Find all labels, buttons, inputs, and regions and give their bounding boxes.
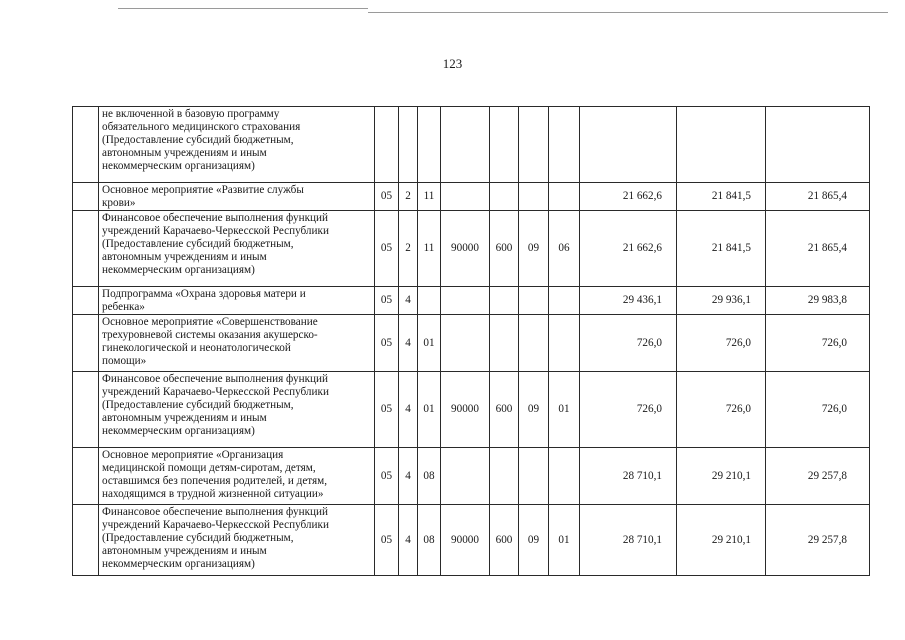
code-subchapter-cell <box>549 183 580 211</box>
row-number-cell <box>73 183 99 211</box>
code-section-cell: 05 <box>375 183 399 211</box>
code-section-cell <box>375 107 399 183</box>
amount-year-1-cell: 29 436,1 <box>580 287 677 315</box>
row-number-cell <box>73 287 99 315</box>
code-event-cell: 11 <box>418 183 441 211</box>
code-chapter-cell <box>519 183 549 211</box>
amount-year-2-cell: 21 841,5 <box>677 211 766 287</box>
code-chapter-cell <box>519 107 549 183</box>
code-event-cell <box>418 107 441 183</box>
amount-year-3-cell: 21 865,4 <box>766 211 870 287</box>
amount-year-1-cell: 726,0 <box>580 372 677 448</box>
description-line: обязательного медицинского страхования <box>102 121 301 133</box>
code-chapter-cell <box>519 448 549 505</box>
amount-year-3-cell: 726,0 <box>766 372 870 448</box>
description-line: автономным учреждениям и иным <box>102 147 267 159</box>
row-number-cell <box>73 315 99 372</box>
table-row <box>73 107 870 183</box>
description-line: медицинской помощи детям-сиротам, детям, <box>102 462 316 474</box>
description-line: (Предоставление субсидий бюджетным, <box>102 134 294 146</box>
code-expense-type-cell <box>490 315 519 372</box>
description-cell <box>99 448 375 505</box>
code-subchapter-cell: 01 <box>549 505 580 576</box>
description-line: учреждений Карачаево-Черкесской Республики <box>102 225 329 237</box>
description-line: некоммерческим организациям) <box>102 160 255 172</box>
code-event-cell: 08 <box>418 448 441 505</box>
description-cell <box>99 107 375 183</box>
code-event-cell: 11 <box>418 211 441 287</box>
code-direction-cell: 90000 <box>441 211 490 287</box>
amount-year-1-cell: 28 710,1 <box>580 448 677 505</box>
amount-year-3-cell: 29 257,8 <box>766 505 870 576</box>
code-event-cell: 01 <box>418 372 441 448</box>
amount-year-3-cell: 29 983,8 <box>766 287 870 315</box>
description-line: некоммерческим организациям) <box>102 425 255 437</box>
description-line: автономным учреждениям и иным <box>102 412 267 424</box>
row-number-cell <box>73 505 99 576</box>
description-line: Основное мероприятие «Совершенствование <box>102 316 318 328</box>
description-line: учреждений Карачаево-Черкесской Республики <box>102 386 329 398</box>
description-line: учреждений Карачаево-Черкесской Республики <box>102 519 329 531</box>
code-direction-cell <box>441 315 490 372</box>
description-line: гинекологической и неонатологической <box>102 342 291 354</box>
code-expense-type-cell <box>490 287 519 315</box>
code-section-cell: 05 <box>375 287 399 315</box>
amount-year-1-cell: 726,0 <box>580 315 677 372</box>
amount-year-1-cell: 21 662,6 <box>580 183 677 211</box>
amount-year-3-cell: 29 257,8 <box>766 448 870 505</box>
code-expense-type-cell: 600 <box>490 505 519 576</box>
code-expense-type-cell: 600 <box>490 372 519 448</box>
code-expense-type-cell: 600 <box>490 211 519 287</box>
code-chapter-cell <box>519 287 549 315</box>
description-line: трехуровневой системы оказания акушерско- <box>102 329 318 341</box>
budget-table <box>72 106 870 576</box>
description-line: находящимся в трудной жизненной ситуации» <box>102 488 324 500</box>
table-row <box>73 211 870 287</box>
code-section-cell: 05 <box>375 448 399 505</box>
code-section-cell: 05 <box>375 372 399 448</box>
scan-artifact-line-left <box>118 8 368 9</box>
description-line: (Предоставление субсидий бюджетным, <box>102 238 294 250</box>
code-subsection-cell: 4 <box>399 315 418 372</box>
amount-year-2-cell: 29 210,1 <box>677 505 766 576</box>
amount-year-2-cell: 29 210,1 <box>677 448 766 505</box>
description-line: Финансовое обеспечение выполнения функций <box>102 373 329 385</box>
description-line: Основное мероприятие «Развитие службы <box>102 184 304 196</box>
description-line: помощи» <box>102 355 147 367</box>
code-section-cell: 05 <box>375 315 399 372</box>
code-subsection-cell: 2 <box>399 211 418 287</box>
row-number-cell <box>73 211 99 287</box>
description-line: автономным учреждениям и иным <box>102 545 267 557</box>
table-row <box>73 183 870 211</box>
code-event-cell <box>418 287 441 315</box>
description-line: крови» <box>102 197 136 209</box>
description-line: автономным учреждениям и иным <box>102 251 267 263</box>
row-number-cell <box>73 372 99 448</box>
code-subsection-cell: 4 <box>399 372 418 448</box>
description-cell <box>99 211 375 287</box>
code-chapter-cell: 09 <box>519 505 549 576</box>
table-row <box>73 315 870 372</box>
amount-year-3-cell: 21 865,4 <box>766 183 870 211</box>
description-cell <box>99 505 375 576</box>
code-subchapter-cell <box>549 448 580 505</box>
description-line: не включенной в базовую программу <box>102 108 280 120</box>
code-subsection-cell: 4 <box>399 505 418 576</box>
amount-year-2-cell: 726,0 <box>677 372 766 448</box>
table-row <box>73 287 870 315</box>
code-direction-cell: 90000 <box>441 505 490 576</box>
description-line: Финансовое обеспечение выполнения функций <box>102 506 329 518</box>
code-chapter-cell <box>519 315 549 372</box>
amount-year-1-cell: 28 710,1 <box>580 505 677 576</box>
code-direction-cell <box>441 448 490 505</box>
table-row <box>73 505 870 576</box>
code-subsection-cell: 4 <box>399 448 418 505</box>
description-line: (Предоставление субсидий бюджетным, <box>102 532 294 544</box>
code-expense-type-cell <box>490 183 519 211</box>
code-subchapter-cell <box>549 315 580 372</box>
code-direction-cell <box>441 287 490 315</box>
table-row <box>73 372 870 448</box>
code-direction-cell <box>441 107 490 183</box>
code-chapter-cell: 09 <box>519 372 549 448</box>
description-line: некоммерческим организациям) <box>102 558 255 570</box>
table-row <box>73 448 870 505</box>
code-direction-cell <box>441 183 490 211</box>
description-cell <box>99 183 375 211</box>
code-event-cell: 08 <box>418 505 441 576</box>
amount-year-3-cell: 726,0 <box>766 315 870 372</box>
description-line: ребенка» <box>102 301 145 313</box>
code-subchapter-cell: 01 <box>549 372 580 448</box>
description-cell <box>99 372 375 448</box>
code-chapter-cell: 09 <box>519 211 549 287</box>
description-line: Основное мероприятие «Организация <box>102 449 284 461</box>
code-expense-type-cell <box>490 448 519 505</box>
description-line: (Предоставление субсидий бюджетным, <box>102 399 294 411</box>
code-subchapter-cell <box>549 287 580 315</box>
row-number-cell <box>73 107 99 183</box>
code-section-cell: 05 <box>375 505 399 576</box>
code-subsection-cell: 2 <box>399 183 418 211</box>
amount-year-3-cell <box>766 107 870 183</box>
description-line: Подпрограмма «Охрана здоровья матери и <box>102 288 306 300</box>
code-direction-cell: 90000 <box>441 372 490 448</box>
code-section-cell: 05 <box>375 211 399 287</box>
description-line: оставшимся без попечения родителей, и детям, <box>102 475 328 487</box>
code-subsection-cell: 4 <box>399 287 418 315</box>
code-subsection-cell <box>399 107 418 183</box>
amount-year-1-cell: 21 662,6 <box>580 211 677 287</box>
scan-artifact-line-right <box>368 12 888 13</box>
description-line: некоммерческим организациям) <box>102 264 255 276</box>
description-cell <box>99 287 375 315</box>
amount-year-2-cell: 29 936,1 <box>677 287 766 315</box>
code-subchapter-cell: 06 <box>549 211 580 287</box>
code-subchapter-cell <box>549 107 580 183</box>
description-cell <box>99 315 375 372</box>
code-expense-type-cell <box>490 107 519 183</box>
amount-year-2-cell: 21 841,5 <box>677 183 766 211</box>
page-number: 123 <box>442 56 463 71</box>
code-event-cell: 01 <box>418 315 441 372</box>
table-body <box>73 107 870 576</box>
row-number-cell <box>73 448 99 505</box>
amount-year-1-cell <box>580 107 677 183</box>
amount-year-2-cell: 726,0 <box>677 315 766 372</box>
amount-year-2-cell <box>677 107 766 183</box>
description-line: Финансовое обеспечение выполнения функций <box>102 212 329 224</box>
